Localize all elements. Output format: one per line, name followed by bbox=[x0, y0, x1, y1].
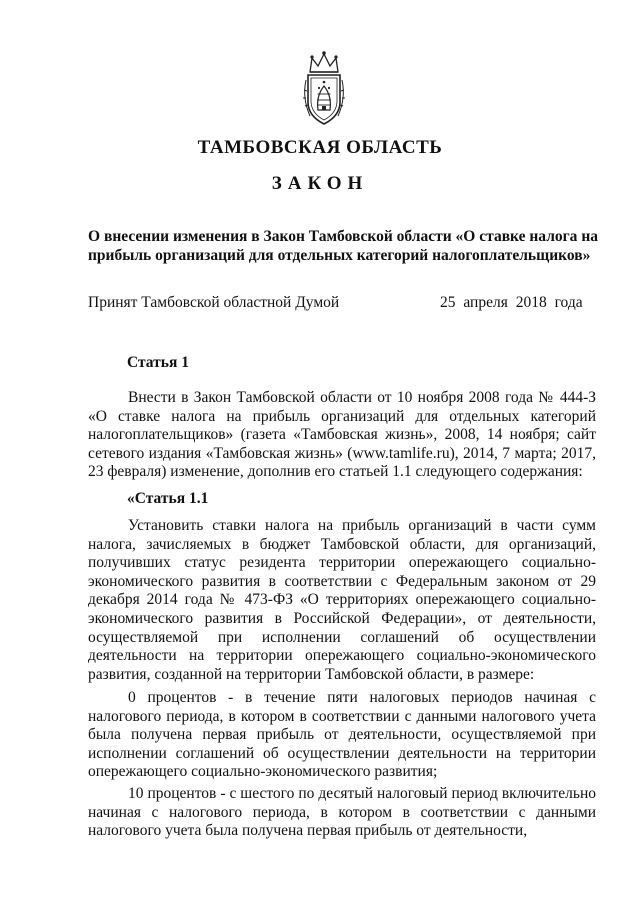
article-1-1-item-2: 10 процентов - с шестого по десятый налоговый период включительно начиная с налогового периода, в котором в соответствии с данными налогового учета была получена первая прибыль от деятельности, bbox=[88, 785, 596, 840]
document-type-title: ЗАКОН bbox=[271, 173, 369, 194]
article-1-text: Внести в Закон Тамбовской области от 10 ноября 2008 года № 444-З «О ставке налога на прибыль организаций для отдельных категорий налогоплательщиков» (газета «Тамбовская жизнь», 2008, 14 ноября; сайт сетевого издания «Тамбовская жизнь» (www.tamlife.ru), 2014, 7 марта; 2017, 23 февраля) изменение, дополнив его статьей 1.1 следующего содержания: bbox=[88, 389, 596, 481]
law-subject-title: О внесении изменения в Закон Тамбовской области «О ставке налога на прибыль организаций для отдельных категорий налогоплательщиков» bbox=[88, 228, 598, 264]
article-1-1-item-1: 0 процентов - в течение пяти налоговых периодов начиная с налогового периода, в котором в соответствии с данными налогового учета была получена первая прибыль от деятельности, осуществляемой при исполнении соглашений об осуществлении деятельности на территории опережающего социально-экономического развития; bbox=[88, 689, 596, 781]
adopted-by-text: Принят Тамбовской областной Думой bbox=[88, 294, 340, 311]
tambov-coat-of-arms-icon bbox=[298, 50, 350, 128]
article-1-heading: Статья 1 bbox=[127, 354, 189, 371]
article-1-1-heading: «Статья 1.1 bbox=[127, 490, 209, 507]
region-title: ТАМБОВСКАЯ ОБЛАСТЬ bbox=[197, 137, 443, 158]
article-1-1-intro: Установить ставки налога на прибыль организаций в части сумм налога, зачисляемых в бюджет Тамбовской области, для организаций, получивших статус резидента территории опережающего социально-экономического развития в соответствии с Федеральным законом от 29 декабря 2014 года № 473-ФЗ «О территориях опережающего социально-экономического развития в Российской Федерации», от деятельности, осуществляемой при исполнении соглашений об осуществлении деятельности на территории опережающего социально-экономического развития, созданной на территории Тамбовской области, в размере: bbox=[88, 517, 596, 683]
adoption-date: 25 апреля 2018 года bbox=[440, 294, 583, 311]
